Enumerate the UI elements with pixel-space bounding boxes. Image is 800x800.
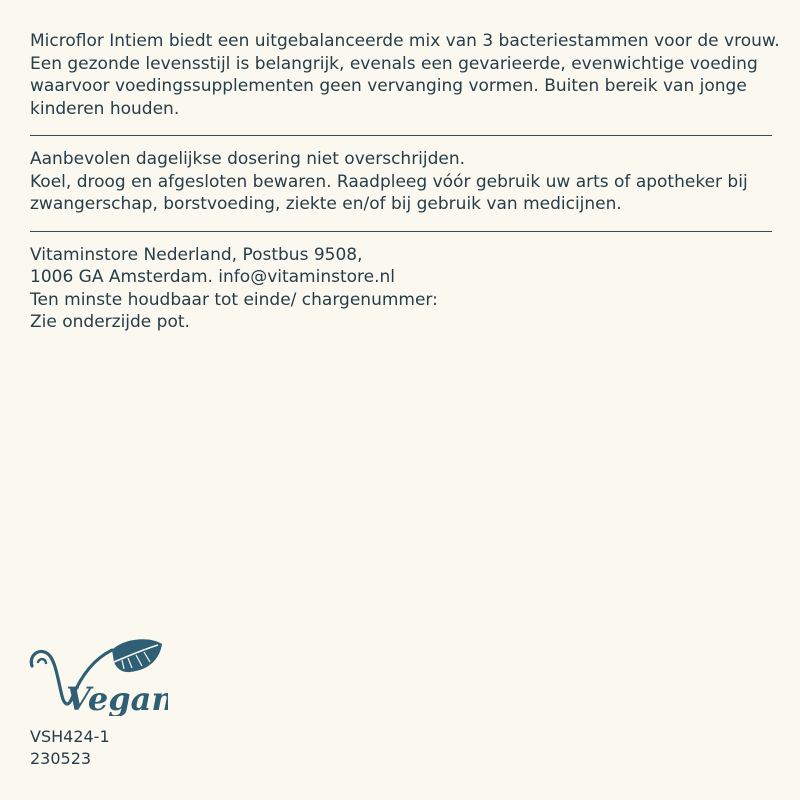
vegan-leaf-icon xyxy=(28,636,168,716)
warning-line: Koel, droog en afgesloten bewaren. Raadpleeg vóór gebruik uw arts of apotheker bij xyxy=(30,171,748,192)
company-line: Vitaminstore Nederland, Postbus 9508, xyxy=(30,244,363,265)
vegan-wordmark: Vegan xyxy=(66,680,168,716)
vegan-logo xyxy=(28,636,168,716)
label-text xyxy=(30,30,780,334)
date-code: 230523 xyxy=(30,749,92,768)
company-line: Zie onderzijde pot. xyxy=(30,312,190,332)
description-line: Een gezonde levensstijl is belangrijk, evenals een gevarieerde, evenwichtige voeding xyxy=(30,53,758,74)
company-line: Ten minste houdbaar tot einde/ chargenummer: xyxy=(30,289,438,310)
batch-codes xyxy=(30,726,110,770)
description-line: Microflor Intiem biedt een uitgebalanceerde mix van 3 bacteriestammen voor de vrouw. xyxy=(30,31,780,51)
product-description xyxy=(30,30,780,120)
product-code: VSH424-1 xyxy=(30,727,110,746)
warning-line: Aanbevolen dagelijkse dosering niet overschrijden. xyxy=(30,149,466,169)
description-line: kinderen houden. xyxy=(30,98,180,119)
description-line: waarvoor voedingssupplementen geen vervanging vormen. Buiten bereik van jonge xyxy=(30,76,747,96)
usage-warnings xyxy=(30,148,772,216)
divider xyxy=(30,231,772,232)
company-line: 1006 GA Amsterdam. info@vitaminstore.nl xyxy=(30,267,396,287)
divider xyxy=(30,135,772,136)
warning-line: zwangerschap, borstvoeding, ziekte en/of bij gebruik van medicijnen. xyxy=(30,194,622,214)
company-info xyxy=(30,244,772,334)
